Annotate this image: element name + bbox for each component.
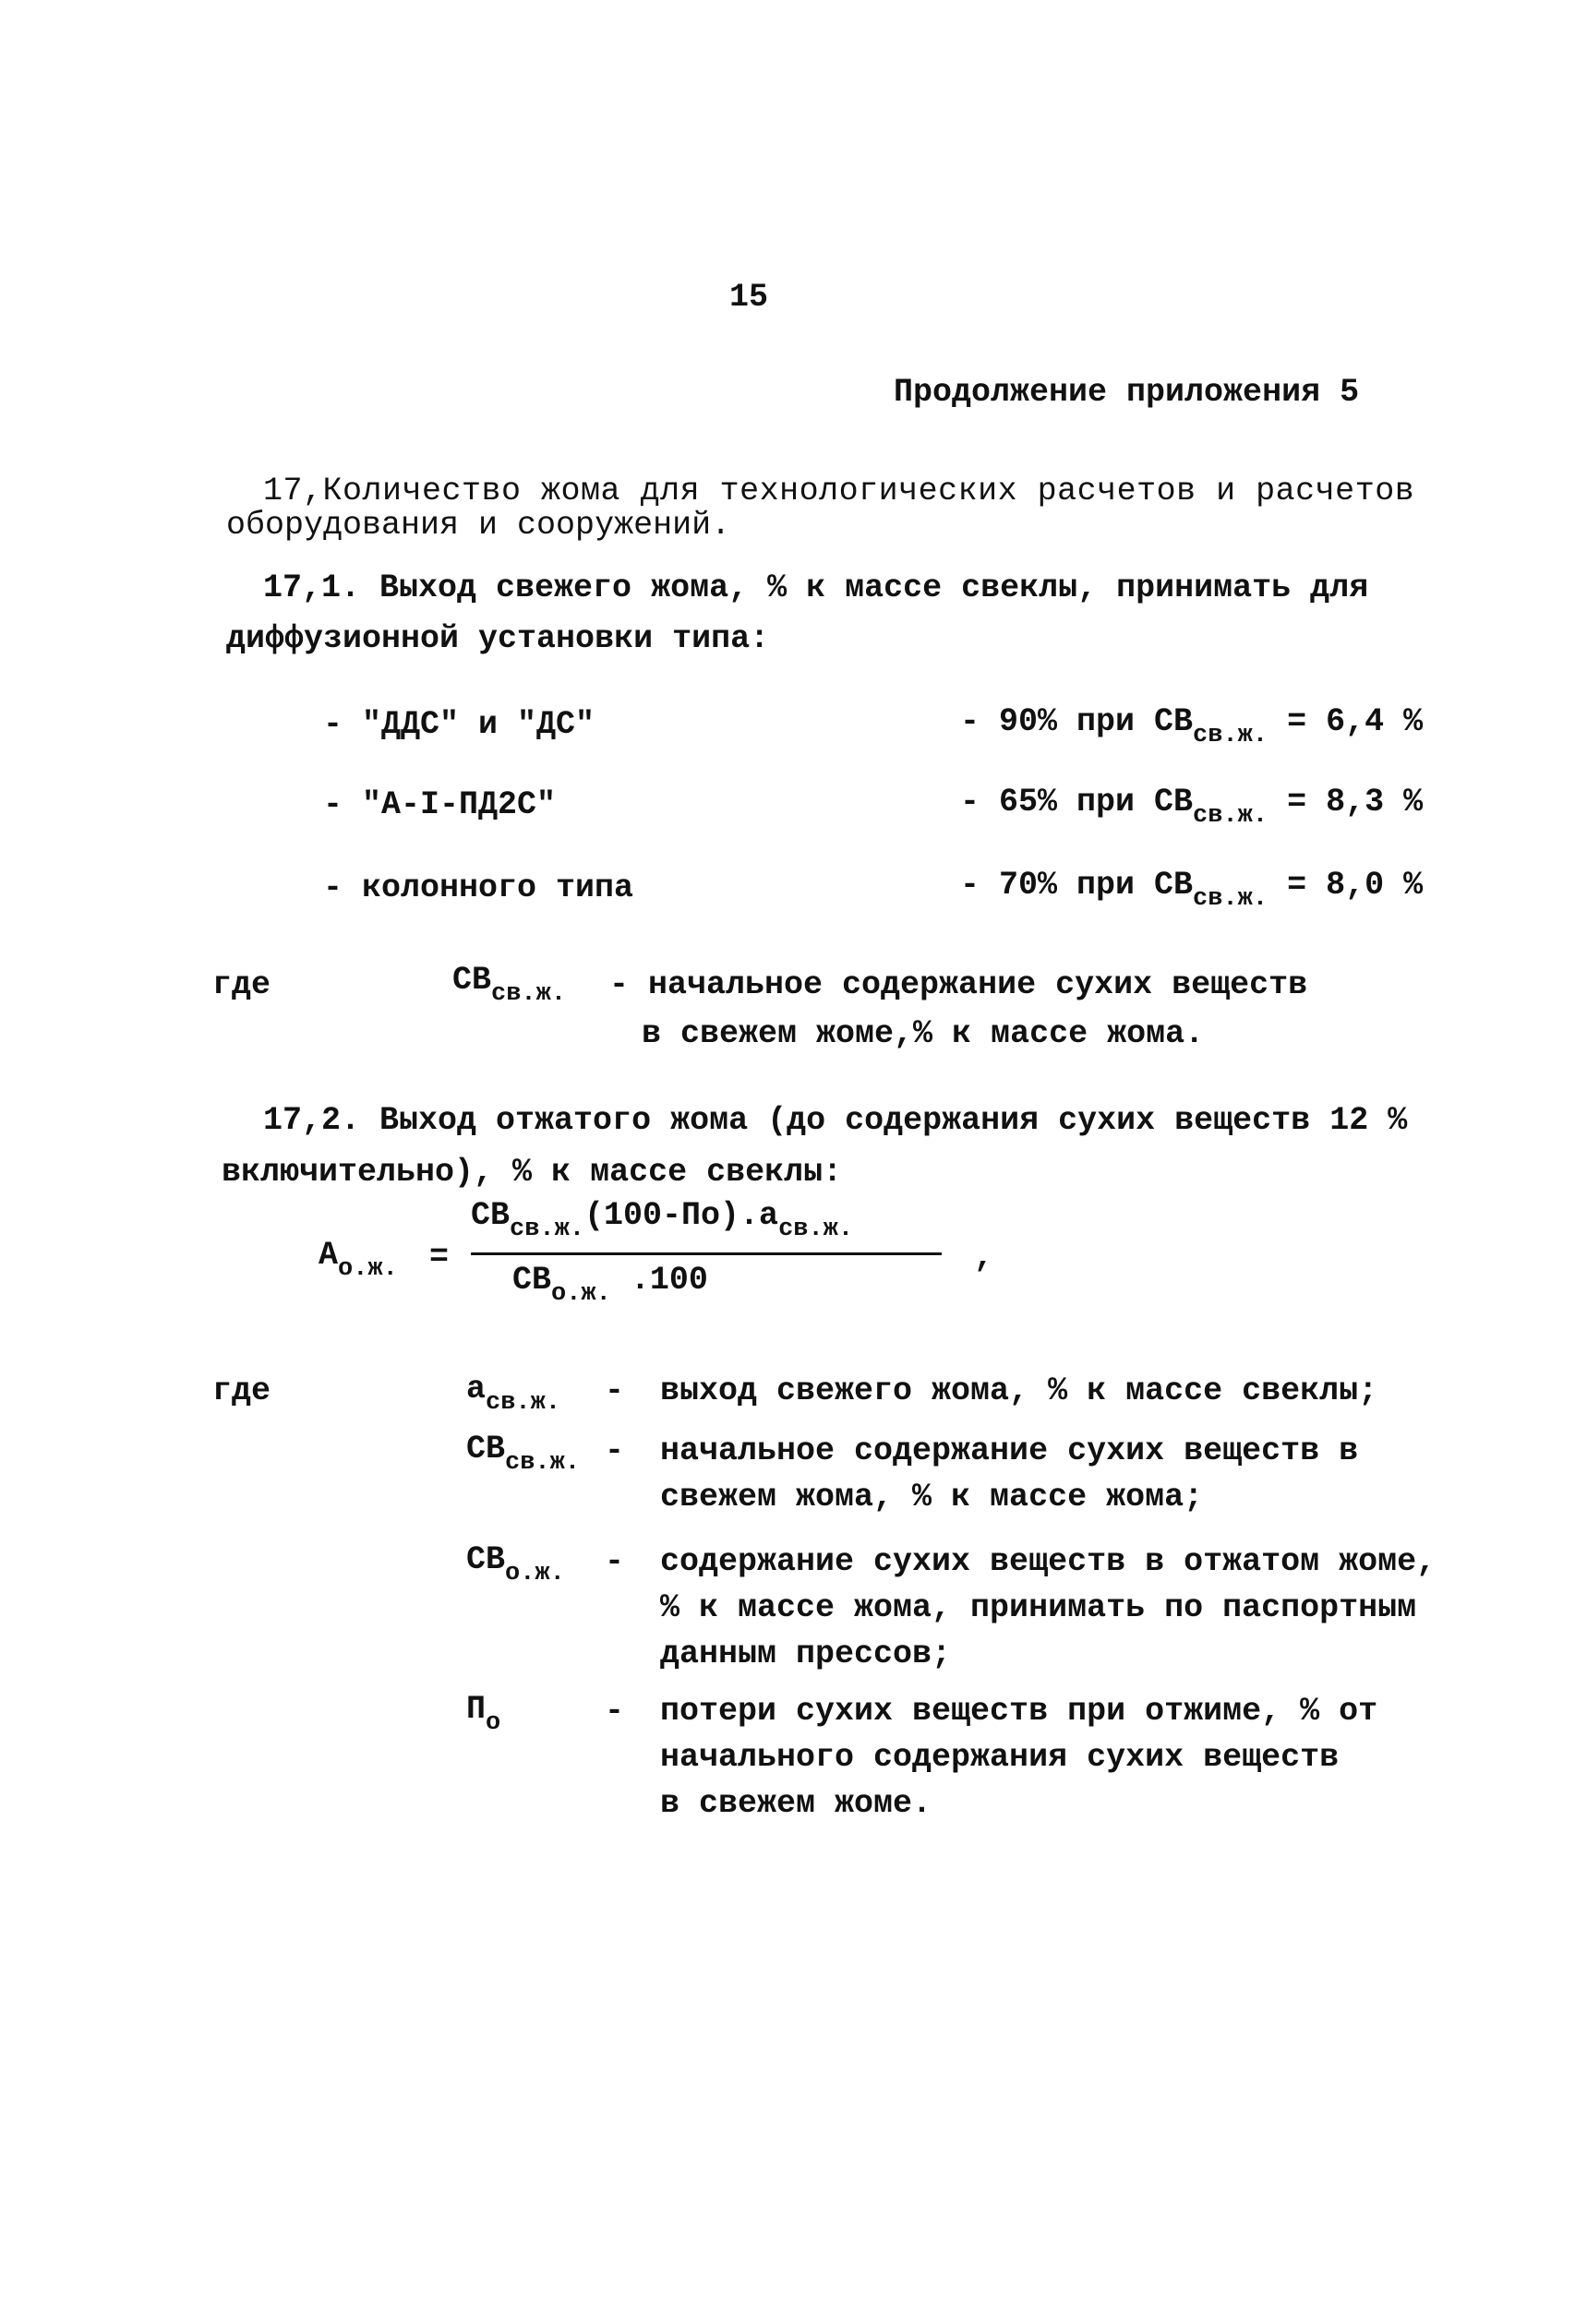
def-symbol [466, 1541, 565, 1588]
where-label: где [212, 1372, 271, 1409]
value-sub: св.ж. [1193, 885, 1268, 914]
symbol-text: СВ [452, 962, 492, 999]
def-line: потери сухих веществ при отжиме, % от [660, 1693, 1378, 1730]
def-line: содержание сухих веществ в отжатом жоме, [660, 1543, 1437, 1580]
list-item-label: - колонного типа [323, 869, 634, 906]
def-dash: - [605, 1372, 625, 1409]
num-a: СВ [471, 1197, 511, 1234]
value-eq: = 8,3 % [1287, 784, 1424, 821]
def-sub: св.ж. [505, 1449, 581, 1478]
def-dash: - [605, 1432, 625, 1469]
page-number: 15 [729, 279, 769, 316]
def-dash: - [605, 1693, 625, 1730]
def-sub: св.ж. [486, 1389, 561, 1418]
def-sub: о.ж. [505, 1560, 565, 1588]
value-text: - 90% при СВ [960, 703, 1194, 740]
value-sub: св.ж. [1193, 802, 1268, 831]
section-17-2-line1: 17,2. Выход отжатого жома (до содержания сухих веществ 12 % [263, 1102, 1408, 1139]
def-line: данным прессов; [660, 1635, 952, 1672]
formula-tail: , [974, 1239, 994, 1276]
def-sub: о [486, 1709, 501, 1738]
formula-denominator [512, 1264, 708, 1307]
lhs-sub: о.ж. [338, 1255, 398, 1284]
formula-numerator [471, 1197, 854, 1244]
section-17-line2: оборудования и сооружений. [226, 507, 731, 544]
section-17-1-line1: 17,1. Выход свежего жома, % к массе свеклы, принимать для [263, 569, 1369, 606]
symbol-sub: св.ж. [491, 980, 567, 1009]
section-17-line1: 17,Количество жома для технологических расчетов и расчетов [263, 473, 1415, 509]
def-symbol [466, 1691, 501, 1738]
appendix-header: Продолжение приложения 5 [894, 374, 1360, 411]
den-a: СВ [512, 1262, 552, 1299]
def-line: выход свежего жома, % к массе свеклы; [660, 1372, 1378, 1409]
list-item-value [960, 869, 1423, 912]
value-eq: = 8,0 % [1287, 867, 1424, 904]
list-item-label: - "ДДС" и "ДС" [323, 706, 595, 743]
symbol [452, 964, 566, 1007]
num-b-sub: св.ж. [778, 1216, 854, 1244]
formula-eq: = [429, 1239, 450, 1276]
value-text: - 65% при СВ [960, 784, 1194, 821]
list-item-value [960, 786, 1423, 829]
where-label: где [212, 966, 271, 1003]
value-eq: = 6,4 % [1287, 703, 1424, 740]
fraction-line [471, 1252, 942, 1255]
def-line: в свежем жоме. [660, 1785, 932, 1822]
den-a-sub: о.ж. [551, 1280, 611, 1309]
num-a-sub: св.ж. [510, 1216, 585, 1244]
list-item-value [960, 703, 1424, 750]
def-symbol [466, 1373, 560, 1416]
lhs-text: А [319, 1237, 339, 1274]
num-b: (100-По).а [584, 1197, 779, 1234]
den-b: .100 [630, 1262, 708, 1299]
def-sym: СВ [466, 1431, 506, 1467]
symbol-desc-line1: - начальное содержание сухих веществ [609, 966, 1308, 1003]
def-dash: - [605, 1543, 625, 1580]
def-line: свежем жома, % к массе жома; [660, 1479, 1204, 1515]
def-sym: СВ [466, 1541, 506, 1578]
def-sym: П [466, 1691, 487, 1728]
def-sym: а [466, 1371, 487, 1408]
section-17-2-line2: включительно), % к массе свеклы: [222, 1154, 843, 1191]
value-text: - 70% при СВ [960, 867, 1194, 904]
list-item-label: - "А-I-ПД2С" [323, 786, 557, 823]
symbol-desc-line2: в свежем жоме,% к массе жома. [642, 1015, 1205, 1052]
def-symbol [466, 1433, 580, 1476]
def-line: начального содержания сухих веществ [660, 1739, 1340, 1776]
section-17-1-line2: диффузионной установки типа: [226, 620, 770, 657]
value-sub: св.ж. [1193, 722, 1268, 750]
def-line: % к массе жома, принимать по паспортным [660, 1589, 1417, 1626]
def-line: начальное содержание сухих веществ в [660, 1432, 1359, 1469]
formula-lhs [319, 1237, 398, 1284]
